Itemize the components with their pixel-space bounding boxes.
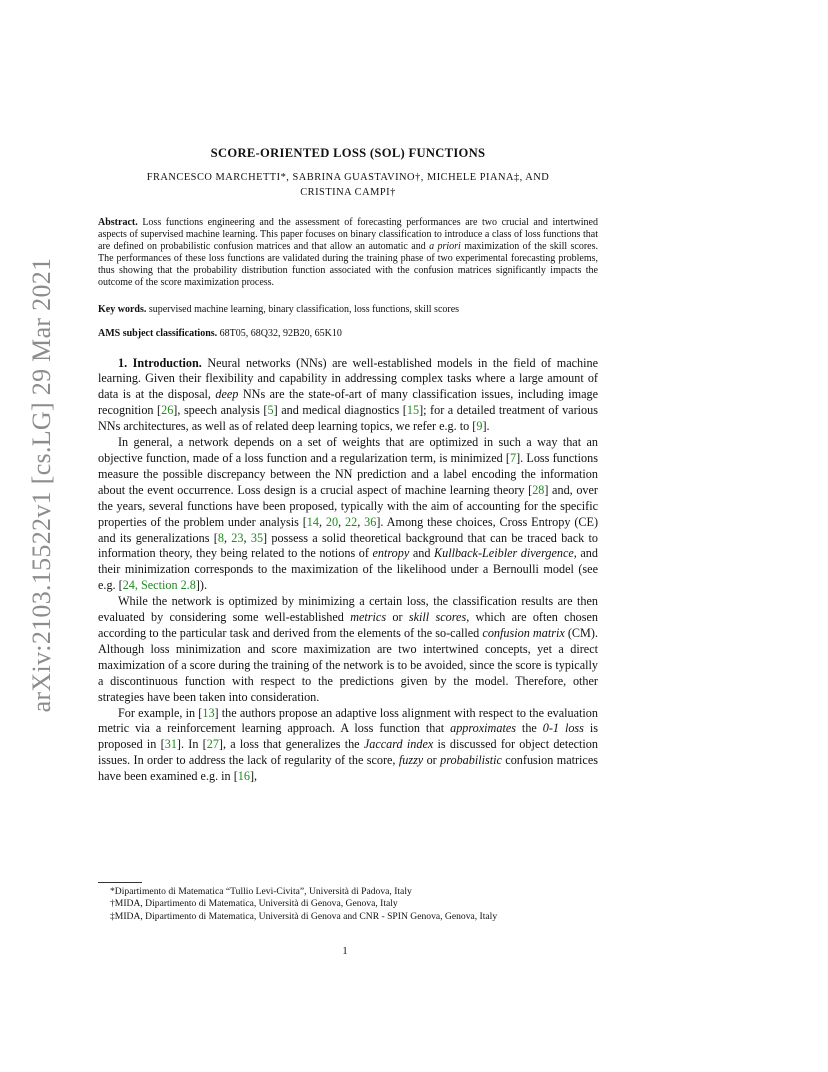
- citation-link[interactable]: 27: [206, 737, 219, 752]
- ams-text: 68T05, 68Q32, 92B20, 65K10: [219, 327, 342, 339]
- abstract: [98, 217, 598, 290]
- intro-paragraph-1: 1. Introduction. Neural networks (NNs) are well-established models in the field of machine learning. Given their flexibility and capability in addressing complex tasks where a large amount of data is at the disposal, deep NNs are the state-of-art of many classification issues, including image recognition [26], speech analysis [5] and medical diagnostics [15]; for a detailed treatment of various NNs architectures, as well as of related deep learning topics, we refer e.g. to [9].: [98, 355, 598, 434]
- keywords: [98, 304, 598, 316]
- citation-link[interactable]: 23: [231, 530, 244, 545]
- ams-label: AMS subject classifications.: [98, 327, 218, 339]
- citation-link[interactable]: 8: [217, 530, 224, 545]
- citation-link[interactable]: 15: [406, 403, 420, 418]
- citation-link[interactable]: 28: [532, 482, 545, 497]
- citation-link[interactable]: 13: [202, 705, 215, 720]
- abstract-label: Abstract.: [98, 217, 138, 228]
- footnote-3: ‡MIDA, Dipartimento di Matematica, Università di Genova and CNR - SPIN Genova, Genova, Italy: [110, 910, 498, 922]
- citation-link[interactable]: 22: [345, 514, 358, 529]
- footnote-2: †MIDA, Dipartimento di Matematica, Università di Genova, Genova, Italy: [110, 898, 398, 910]
- author-list: [98, 170, 598, 200]
- abstract-text-2: maximization of the skill scores. The performances of these loss functions are validated during the training phase of two experimental forecasting problems, thus showing that the probability distribution function associated with the confusion matrices significantly impacts the outcome of the score maximization process.: [98, 241, 599, 289]
- intro-paragraph-3: While the network is optimized by minimizing a certain loss, the classification results are then evaluated by considering some well-established metrics or skill scores, which are often chosen according to the particular task and derived from the elements of the so-called confusion matrix (CM). Although loss minimization and score maximization are two intertwined concepts, yet a direct maximization of a score during the training of the network is to be avoided, since the score is typically a discontinuous function with respect to the predictions given by the model. Therefore, other strategies have been taken into consideration.: [98, 594, 599, 704]
- page-number: 1: [342, 946, 348, 957]
- abstract-text: Loss functions engineering and the assessment of forecasting performances are two crucial and intertwined aspects of supervised machine learning. This paper focuses on binary classification to introduce a class of loss functions that are defined on probabilistic confusion matrices and that allow an automatic and: [98, 217, 598, 253]
- citation-link[interactable]: 36: [364, 514, 377, 529]
- intro-paragraph-2: In general, a network depends on a set of weights that are optimized in such a way that an objective function, made of a loss function and a regularization term, is minimized [7]. Loss functions measure the possible discrepancy between the NN prediction and a label encoding the information about the event occurrence. Loss design is a crucial aspect of machine learning theory [28] and, over the years, several functions have been proposed, typically with the aim of accounting for the specific properties of the problem under analysis [14, 20, 22, 36]. Among these choices, Cross Entropy (CE) and its generalizations [8, 23, 35] possess a solid theoretical background that can be traced back to information theory, they being related to the notions of entropy and Kullback-Leibler divergence, and their minimization corresponds to the maximization of the likelihood under a Bernoulli model (see e.g. [24, Section 2.8]).: [98, 435, 599, 593]
- intro-paragraph-4: For example, in [13] the authors propose an adaptive loss alignment with respect to the evaluation metric via a reinforcement learning approach. A loss function that approximates the 0-1 loss is proposed in [31]. In [27], a loss that generalizes the Jaccard index is discussed for object detection issues. In order to address the lack of regularity of the score, fuzzy or probabilistic confusion matrices have been examined e.g. in [16],: [98, 705, 598, 784]
- citation-link[interactable]: 16: [237, 769, 250, 784]
- citation-link[interactable]: 7: [509, 451, 517, 465]
- citation-link[interactable]: 9: [476, 419, 483, 434]
- ams-classifications: [98, 328, 598, 340]
- citation-link[interactable]: 26: [161, 403, 174, 418]
- citation-link[interactable]: 20: [325, 514, 339, 529]
- footnotes: [98, 886, 598, 923]
- citation-link[interactable]: 14: [306, 514, 319, 529]
- citation-link[interactable]: 35: [250, 530, 264, 545]
- authors-line-1: FRANCESCO MARCHETTI*, SABRINA GUASTAVINO†, MICHELE PIANA‡, AND: [146, 172, 550, 183]
- keywords-text: supervised machine learning, binary classification, loss functions, skill scores: [148, 303, 460, 315]
- introduction-section: [98, 356, 598, 785]
- abstract-italic: a priori: [429, 241, 461, 253]
- footnote-divider: [98, 882, 142, 883]
- authors-line-2: CRISTINA CAMPI†: [300, 187, 396, 198]
- section-heading: 1. Introduction.: [118, 355, 202, 370]
- citation-link[interactable]: 5: [267, 403, 274, 418]
- arxiv-sidebar-identifier: [22, 257, 62, 713]
- citation-link[interactable]: 31: [164, 737, 177, 752]
- footnote-1: *Dipartimento di Matematica “Tullio Levi-Civita”, Università di Padova, Italy: [110, 886, 412, 897]
- keywords-label: Key words.: [98, 303, 147, 315]
- arxiv-identifier-text: arXiv:2103.15522v1 [cs.LG] 29 Mar 2021: [27, 257, 56, 713]
- paper-title: SCORE-ORIENTED LOSS (SOL) FUNCTIONS: [210, 146, 486, 160]
- citation-link[interactable]: 24, Section 2.8: [122, 578, 196, 593]
- main-content: [98, 146, 598, 785]
